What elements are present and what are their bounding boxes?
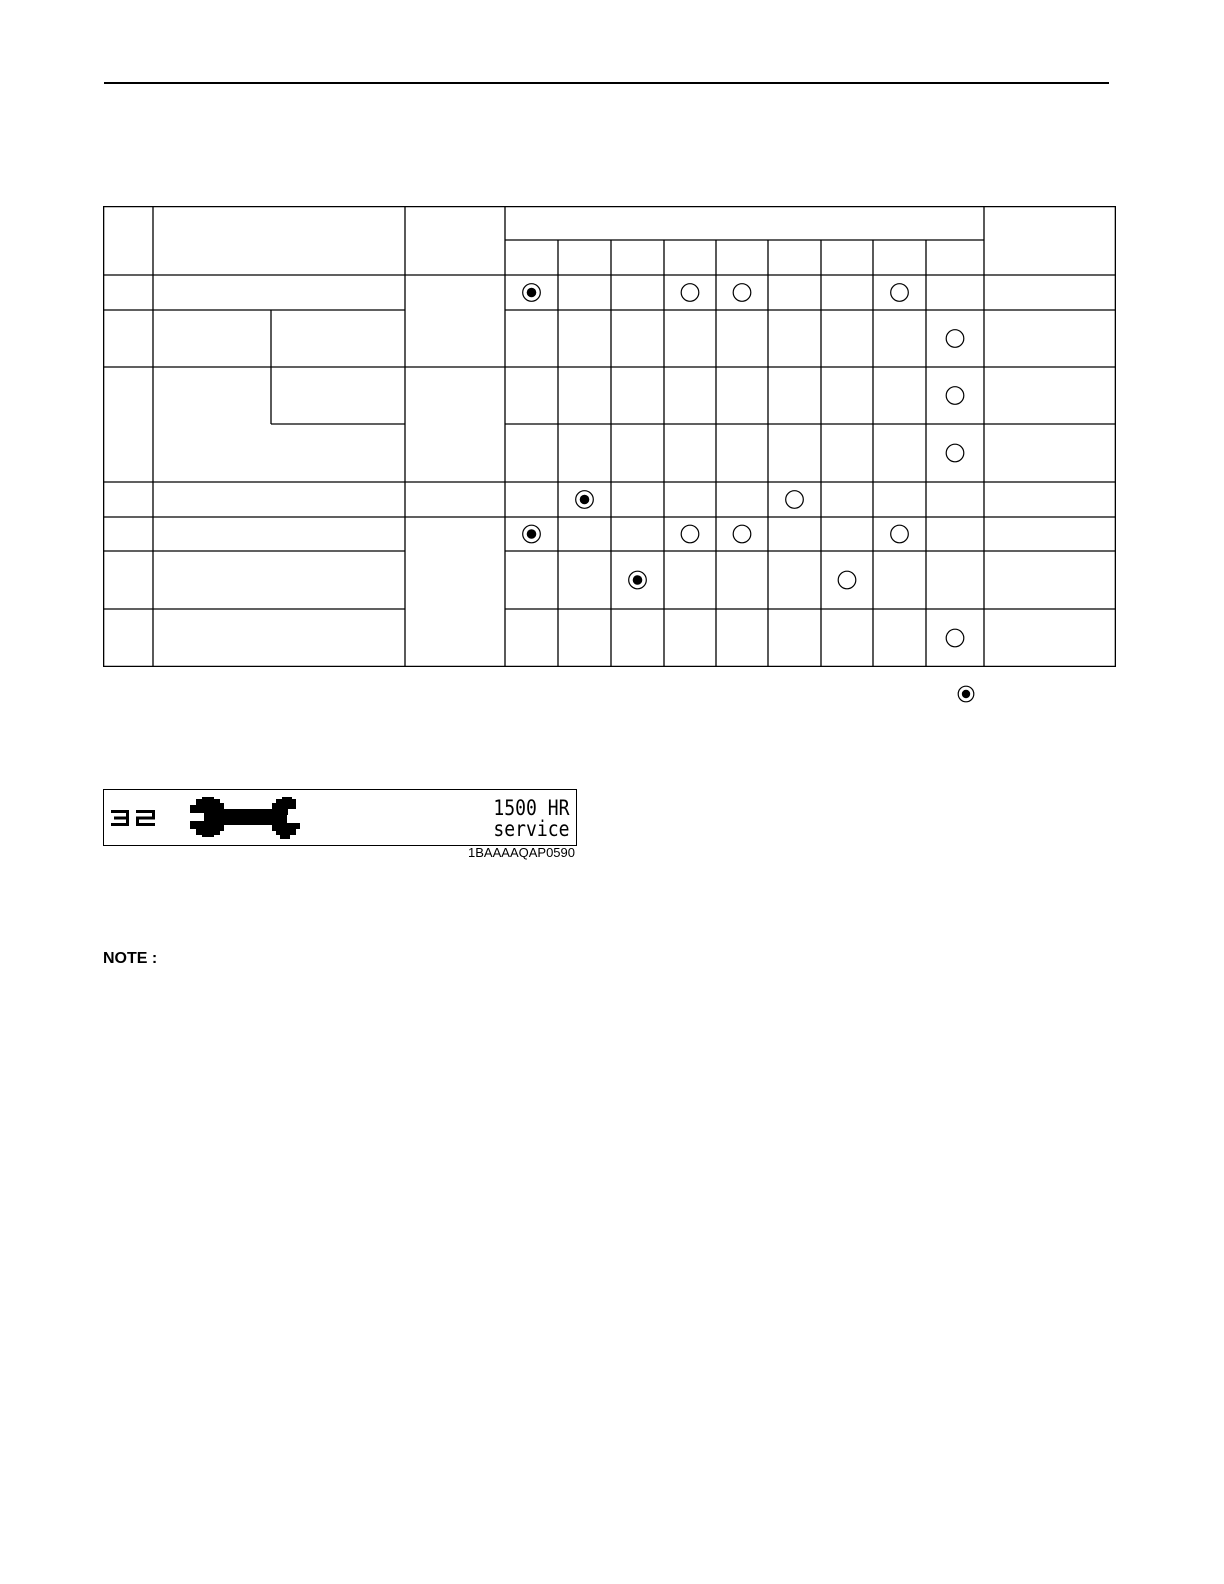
table-grid [103,206,1116,667]
lcd-number-display [110,807,158,829]
check-mark-first-dot [527,288,537,298]
table-marks [523,284,964,647]
check-mark-open [838,571,856,589]
check-mark-open [681,525,699,543]
check-mark-first-dot [580,495,590,505]
check-mark-open [946,629,964,647]
lcd-service-text: service [493,817,570,841]
check-mark-first [523,525,541,543]
note-label: NOTE : [103,950,158,967]
check-mark-first-dot [527,529,537,539]
maintenance-schedule-table [103,206,1116,667]
check-mark-open [946,330,964,348]
check-mark-open [891,284,909,302]
check-mark-open [891,525,909,543]
figure-code: 1BAAAAQAP0590 [468,845,575,860]
check-mark-first-dot [633,575,643,585]
check-mark-first [629,571,647,589]
check-mark-open [733,525,751,543]
check-mark-open [946,444,964,462]
check-mark-first [523,284,541,302]
check-mark-open [786,491,804,509]
wrench-icon [188,795,304,841]
check-mark-first [576,491,594,509]
check-mark-open [681,284,699,302]
legend-first-check-mark [955,683,977,705]
header-rule [104,82,1109,84]
check-mark-open [733,284,751,302]
lcd-service-display [103,789,577,846]
check-mark-open [946,387,964,405]
lcd-interval-text: 1500 HR [493,796,570,820]
